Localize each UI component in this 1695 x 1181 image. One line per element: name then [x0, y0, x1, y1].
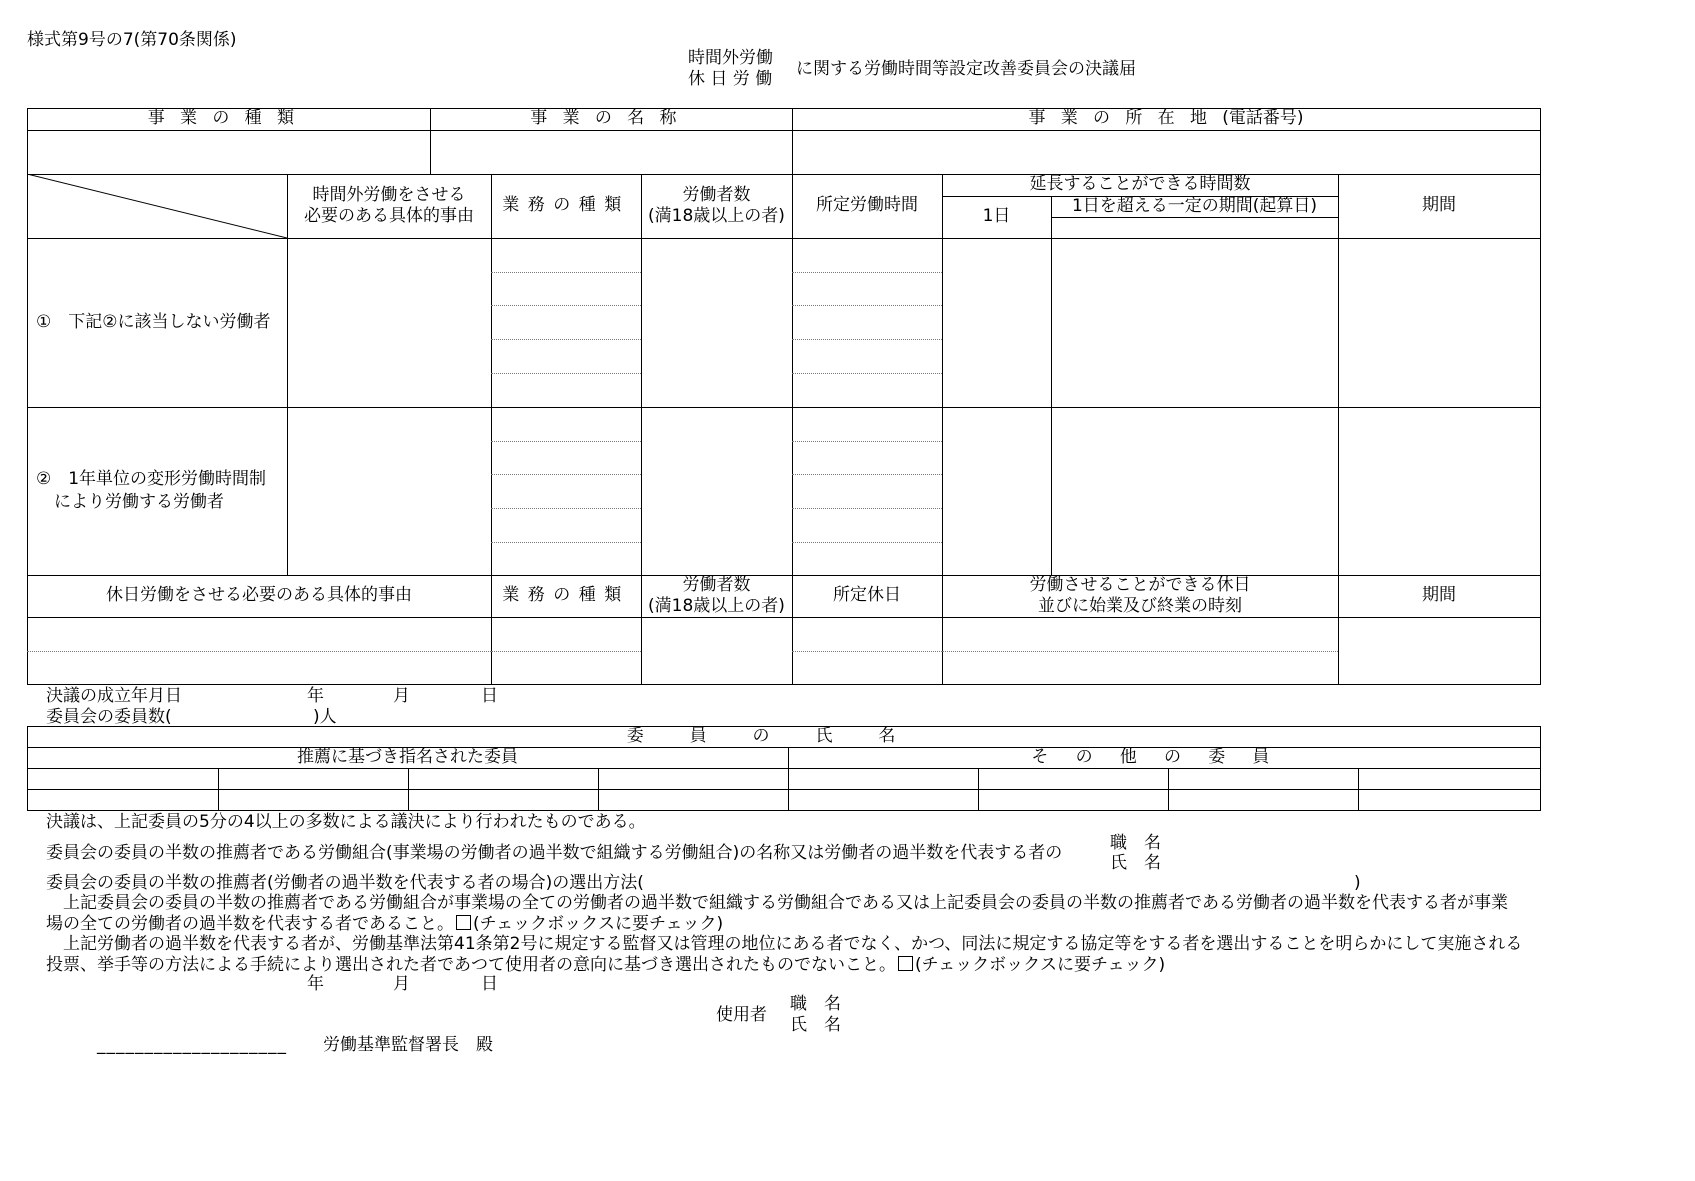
holiday-reason-header: 休日労働をさせる必要のある具体的事由 [106, 585, 412, 606]
resolution-year: 年 [307, 686, 324, 706]
resolution-month: 月 [393, 686, 410, 706]
nominated-members-header: 推薦に基づき指名された委員 [297, 746, 518, 767]
header-diagonal [27, 174, 287, 238]
working-hours-header: 所定労働時間 [816, 195, 918, 216]
workers-header: 労働者数 (満18歳以上の者) [648, 184, 785, 226]
members-count-prefix: 委員会の委員数( [46, 707, 172, 727]
check2-checkbox[interactable] [898, 956, 913, 971]
union-statement: 委員会の委員の半数の推薦者である労働組合(事業場の労働者の過半数で組織する労働組合)の名称又は労働者の過半数を代表する者の [46, 843, 1063, 863]
check1-line2: 場の全ての労働者の過半数を代表する者であること。 (チェックボックスに要チェック) [46, 914, 724, 934]
members-header: 委員の氏名 [626, 725, 942, 746]
period-header: 期間 [1422, 195, 1456, 216]
form-number: 様式第9号の7(第70条関係) [27, 30, 237, 50]
addressee: 労働基準監督署長 殿 [323, 1035, 493, 1055]
employer-label: 使用者 [716, 1005, 767, 1025]
check2-line1: 上記労働者の過半数を代表する者が、労働基準法第41条第2号に規定する監督又は管理の地位にある者でなく、かつ、同法に規定する協定等をする者を選出することを明らかにして実施される [46, 934, 1523, 954]
office-underline: ____________________ [97, 1035, 287, 1055]
check2-line2: 投票、挙手等の方法による手続により選出された者であつて使用者の意向に基づき選出されたものでないこと。 (チェックボックスに要チェック) [46, 955, 1166, 975]
title-holiday: 休 日 労 働 [688, 69, 773, 89]
overtime-reason-header: 時間外労働をさせる 必要のある具体的事由 [304, 184, 474, 226]
one-day-header: 1日 [982, 206, 1011, 227]
check1-checkbox[interactable] [456, 915, 471, 930]
business-type-header: 事業の種類 [147, 108, 310, 129]
election-method-prefix: 委員会の委員の半数の推薦者(労働者の過半数を代表する者の場合)の選出方法( [46, 873, 644, 893]
employer-name-label: 氏 名 [790, 1015, 841, 1035]
title-suffix: に関する労働時間等設定改善委員会の決議届 [796, 59, 1136, 79]
holiday-header: 所定休日 [833, 585, 901, 606]
work-type-header: 業務の種類 [502, 195, 630, 216]
footer-day: 日 [481, 974, 498, 994]
title-overtime: 時間外労働 [688, 48, 773, 68]
holiday-period-header: 期間 [1422, 585, 1456, 606]
majority-statement: 決議は、上記委員の5分の4以上の多数による議決により行われたものである。 [46, 812, 646, 832]
check1-line1: 上記委員会の委員の半数の推薦者である労働組合が事業場の全ての労働者の過半数で組織する労働組合である又は上記委員会の委員の半数の推薦者である労働者の過半数を代表する者が事業 [46, 893, 1508, 913]
footer-month: 月 [393, 974, 410, 994]
members-count-suffix: )人 [313, 707, 337, 727]
row1-label: ① 下記②に該当しない労働者 [36, 312, 271, 333]
row2-label: ② 1年単位の変形労働時間制 により労働する労働者 [36, 469, 267, 512]
employer-title-label: 職 名 [790, 994, 841, 1014]
resolution-date-label: 決議の成立年月日 [46, 686, 182, 706]
other-members-header: その他の委員 [1031, 746, 1297, 767]
election-method-suffix: ) [1354, 873, 1361, 893]
business-name-header: 事業の名称 [530, 108, 692, 129]
union-name-label: 氏 名 [1110, 853, 1161, 873]
business-location-input[interactable] [792, 130, 1540, 174]
footer-year: 年 [307, 974, 324, 994]
business-type-input[interactable] [27, 130, 430, 174]
holiday-work-type-header: 業務の種類 [502, 585, 630, 606]
extendable-hours-header: 延長することができる時間数 [1029, 174, 1251, 195]
resolution-day: 日 [481, 686, 498, 706]
workable-holiday-header: 労働させることができる休日 並びに始業及び終業の時刻 [1029, 574, 1251, 616]
beyond-day-header: 1日を超える一定の期間(起算日) [1071, 195, 1318, 216]
union-title-label: 職 名 [1110, 833, 1161, 853]
holiday-workers-header: 労働者数 (満18歳以上の者) [648, 574, 785, 616]
business-location-header: 事業の所在地 (電話番号) [1028, 108, 1304, 129]
business-name-input[interactable] [430, 130, 792, 174]
